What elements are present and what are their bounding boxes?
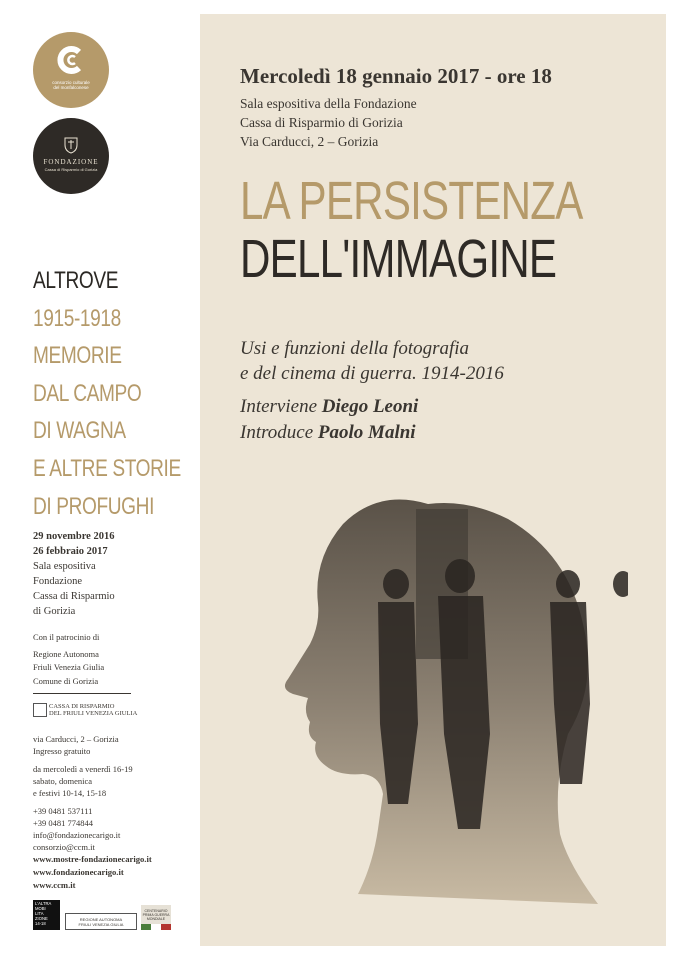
patronage-line: Friuli Venezia Giulia: [33, 662, 105, 672]
exhibition-title-line: DI PROFUGHI: [33, 492, 154, 520]
crest-icon: [63, 136, 79, 154]
logo-text: MOBI: [35, 906, 46, 911]
email-link[interactable]: info@fondazionecarigo.it: [33, 830, 121, 840]
speaker-label: Interviene: [240, 396, 318, 417]
centenario-logo: [141, 905, 171, 930]
hours-line: da mercoledì a venerdì 16-19: [33, 764, 133, 774]
intro-label: Introduce: [240, 422, 314, 443]
event-title-line-2: DELL'IMMAGINE: [240, 229, 557, 289]
patronage-line: Comune di Gorizia: [33, 676, 99, 686]
ccm-c-icon: [55, 44, 87, 76]
logo-text: FRIULI VENEZIA GIULIA: [78, 922, 124, 927]
logo-text: CENTENARIO PRIMA GUERRA MONDIALE: [142, 909, 170, 921]
ccm-caption-1: consorzio culturale: [52, 80, 90, 85]
speaker-name: Diego Leoni: [321, 396, 419, 417]
logo-text: L'ALTRA: [35, 901, 52, 906]
fondazione-logo: [33, 118, 109, 194]
address: via Carducci, 2 – Gorizia: [33, 734, 119, 744]
fax: +39 0481 774844: [33, 818, 94, 828]
event-subtitle-line: Usi e funzioni della fotografia: [240, 338, 470, 359]
logo-text: REGIONE AUTONOMA: [79, 917, 123, 922]
regione-logo: [65, 913, 137, 930]
logo-text: 14-18: [35, 921, 46, 926]
venue-line: di Gorizia: [33, 606, 76, 617]
patronage-label: Con il patrocinio di: [33, 632, 100, 642]
entry-info: Ingresso gratuito: [33, 746, 91, 756]
logo-text: LITA: [35, 911, 44, 916]
ccm-logo: [33, 32, 109, 108]
venue-line: Fondazione: [33, 576, 82, 587]
fondazione-sub: Cassa di Risparmio di Gorizia: [44, 167, 98, 172]
date-end: 26 febbraio 2017: [33, 546, 108, 557]
event-venue-line: Sala espositiva della Fondazione: [240, 96, 417, 111]
date-start: 29 novembre 2016: [33, 531, 115, 542]
speaker-line: [240, 394, 418, 420]
patronage-line: Regione Autonoma: [33, 649, 99, 659]
cassa-risparmio-logo: [33, 703, 143, 717]
exhibition-title: [33, 262, 181, 525]
altra-mobilitazione-logo: [33, 900, 60, 930]
venue-line: Sala espositiva: [33, 561, 96, 572]
website-link[interactable]: www.mostre-fondazionecarigo.it: [33, 854, 152, 864]
tricolor-stripe: [141, 924, 171, 930]
partner-logos: [33, 900, 193, 932]
cassa-emblem-icon: [33, 703, 47, 717]
event-subtitle-line: e del cinema di guerra. 1914-2016: [240, 363, 504, 384]
cassa-line: DEL FRIULI VENEZIA GIULIA: [49, 710, 138, 717]
ccm-caption-2: del monfalconese: [53, 85, 89, 90]
hours-line: sabato, domenica: [33, 776, 93, 786]
exhibition-title-line: DAL CAMPO: [33, 379, 142, 407]
ccm-caption: [33, 80, 109, 90]
event-title-line-1: LA PERSISTENZA: [240, 171, 583, 231]
website-link[interactable]: www.ccm.it: [33, 880, 76, 890]
event-panel: [200, 14, 666, 946]
intro-line: [240, 420, 416, 446]
exhibition-title-line: E ALTRE STORIE: [33, 454, 181, 482]
event-venue-line: Via Carducci, 2 – Gorizia: [240, 134, 379, 149]
phone: +39 0481 537111: [33, 806, 93, 816]
logo-text: ZIONE: [35, 916, 48, 921]
silhouette-photo: [268, 484, 628, 914]
venue-line: Cassa di Risparmio: [33, 591, 115, 602]
divider: [33, 693, 131, 694]
cassa-line: CASSA DI RISPARMIO: [49, 703, 115, 710]
cassa-logo-text: [49, 703, 137, 717]
exhibition-title-line: DI WAGNA: [33, 417, 126, 445]
event-venue-line: Cassa di Risparmio di Gorizia: [240, 115, 403, 130]
email-link[interactable]: consorzio@ccm.it: [33, 842, 95, 852]
sidebar: [0, 0, 200, 954]
exhibition-title-line: 1915-1918: [33, 304, 121, 332]
hours-line: e festivi 10-14, 15-18: [33, 788, 107, 798]
website-link[interactable]: www.fondazionecarigo.it: [33, 867, 124, 877]
exhibition-title-line: MEMORIE: [33, 342, 122, 370]
fondazione-name: FONDAZIONE: [43, 158, 99, 166]
exhibition-title-line: ALTROVE: [33, 267, 119, 294]
intro-name: Paolo Malni: [317, 422, 416, 443]
event-date-time: Mercoledì 18 gennaio 2017 - ore 18: [240, 64, 552, 88]
